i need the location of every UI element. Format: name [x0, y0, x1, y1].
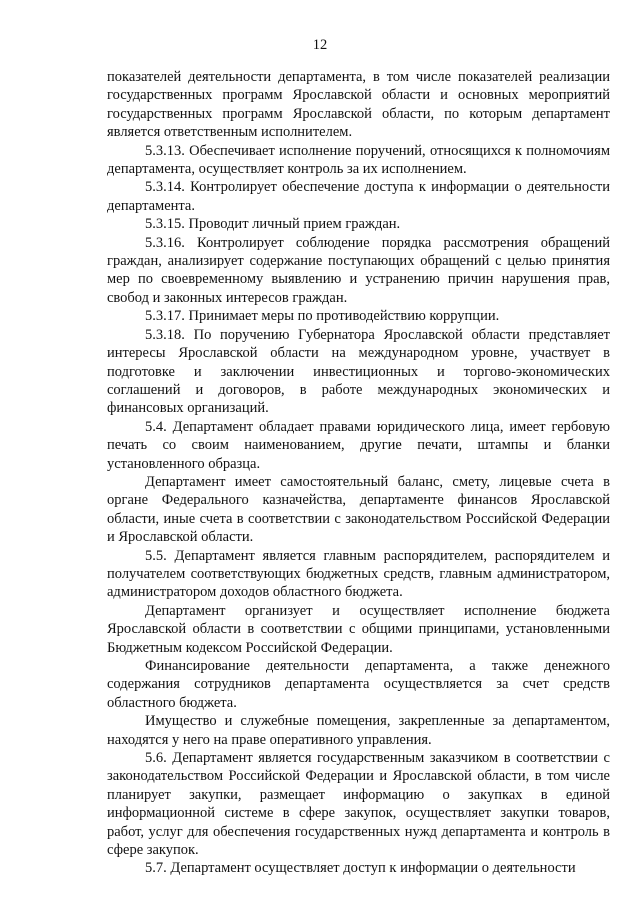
paragraph-continued: показателей деятельности департамента, в том числе показателей реализации государственных программ Ярославской области и основных мероприятий государственных программ Ярославской области, по которым департамент является ответственным исполнителем.	[107, 69, 610, 141]
paragraph-5-7: 5.7. Департамент осуществляет доступ к информации о деятельности	[145, 860, 576, 877]
paragraph-5-3-14: 5.3.14. Контролирует обеспечение доступа к информации о деятельности департамента.	[107, 179, 610, 214]
paragraph-5-4: 5.4. Департамент обладает правами юридического лица, имеет гербовую печать со своим наименованием, другие печати, штампы и бланки установленного образца.	[107, 418, 610, 472]
page-number: 12	[312, 37, 328, 53]
paragraph-budget-execution: Департамент организует и осуществляет исполнение бюджета Ярославской области в соответствии с общими принципами, установленными Бюджетным кодексом Российской Федерации.	[107, 602, 610, 656]
paragraph-5-6: 5.6. Департамент является государственным заказчиком в соответствии с законодательством Российской Федерации и Ярославской области, в том числе планирует закупки, размещает информацию о закупках в единой информационной системе в сфере закупок, осуществляет закупки товаров, работ, услуг для обеспечения государственных нужд департамента и контроль в сфере закупок.	[107, 750, 610, 859]
document-body	[107, 68, 610, 878]
paragraph-property: Имущество и служебные помещения, закрепленные за департаментом, находятся у него на праве оперативного управления.	[107, 713, 610, 748]
paragraph-5-3-16: 5.3.16. Контролирует соблюдение порядка рассмотрения обращений граждан, анализирует содержание поступающих обращений с целью принятия мер по своевременному выявлению и устранению причин нарушения прав, свобод и законных интересов граждан.	[107, 234, 610, 306]
paragraph-financing: Финансирование деятельности департамента, а также денежного содержания сотрудников департамента осуществляется за счет средств областного бюджета.	[107, 658, 610, 711]
paragraph-5-3-17: 5.3.17. Принимает меры по противодействию коррупции.	[145, 308, 500, 325]
paragraph-5-3-13: 5.3.13. Обеспечивает исполнение поручений, относящихся к полномочиям департамента, осуществляет контроль за их исполнением.	[107, 142, 610, 178]
paragraph-5-3-15: 5.3.15. Проводит личный прием граждан.	[145, 216, 401, 233]
paragraph-balance: Департамент имеет самостоятельный баланс, смету, лицевые счета в органе Федерального казначейства, департаменте финансов Ярославской области, иные счета в соответствии с законодательством Российской Федерации и Ярославской области.	[107, 473, 610, 546]
paragraph-5-3-18: 5.3.18. По поручению Губернатора Ярославской области представляет интересы Ярославской области на международном уровне, участвует в подготовке и заключении инвестиционных и торгово-экономических соглашений и договоров, в работе международных экономических и финансовых организаций.	[107, 326, 610, 417]
paragraph-5-5: 5.5. Департамент является главным распорядителем, распорядителем и получателем соответствующих бюджетных средств, главным администратором, администратором доходов областного бюджета.	[107, 547, 610, 601]
